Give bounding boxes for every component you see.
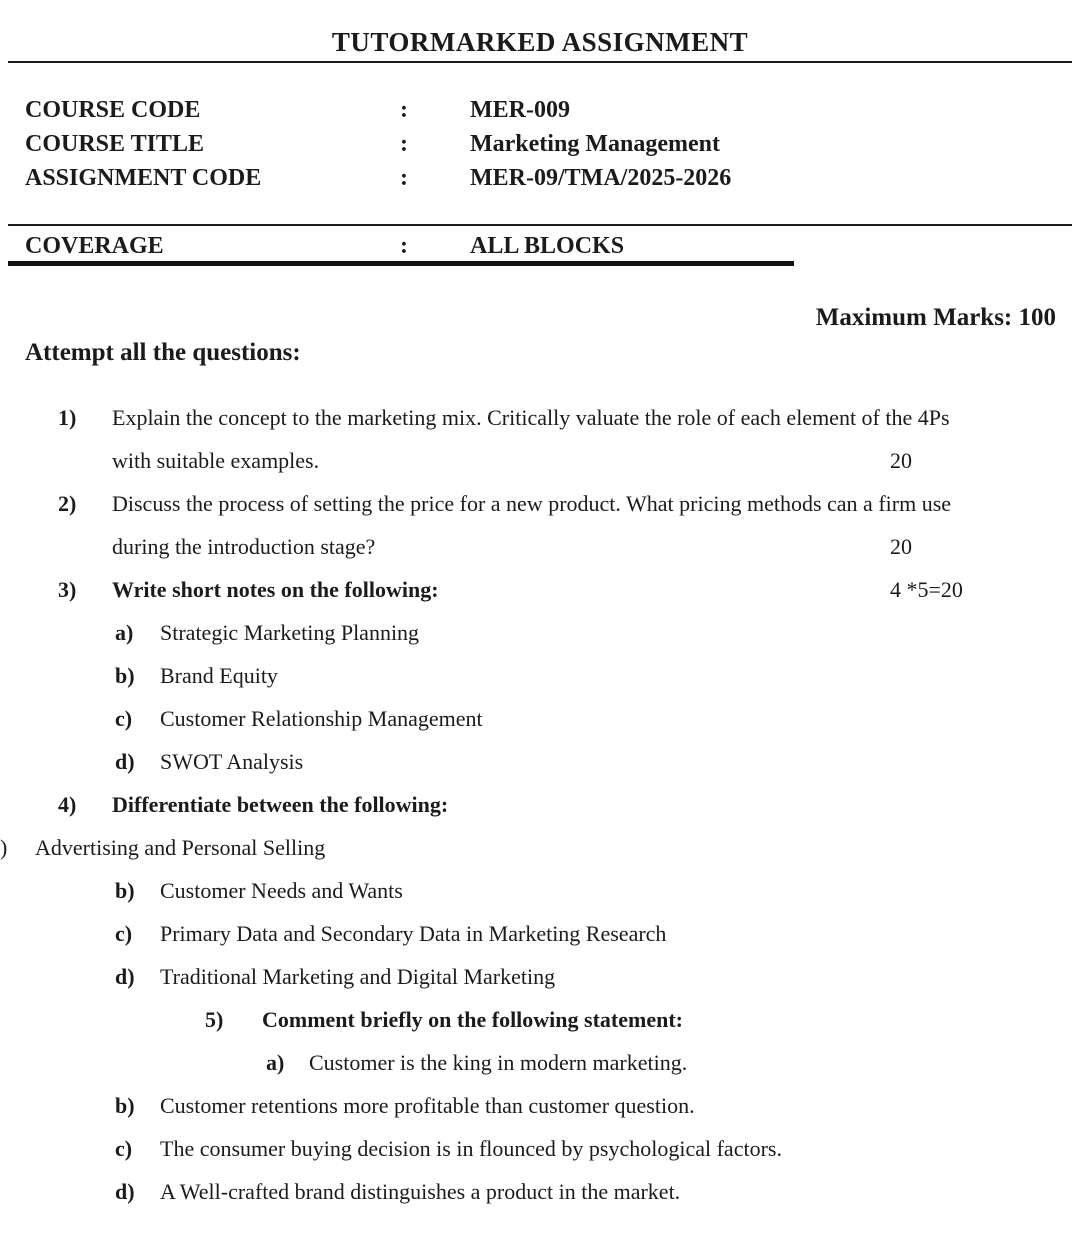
question-4-number: 4)	[58, 792, 77, 817]
colon-separator: :	[400, 97, 408, 123]
questions-list	[0, 396, 1080, 1213]
question-2-line-2	[0, 525, 1080, 568]
item-text: Brand Equity	[160, 663, 278, 688]
course-code-row	[25, 93, 731, 127]
item-text: A Well-crafted brand distinguishes a product in the market.	[160, 1179, 681, 1204]
item-text: Strategic Marketing Planning	[160, 620, 420, 645]
instruction-text: Attempt all the questions:	[25, 339, 301, 366]
document-title: TUTORMARKED ASSIGNMENT	[331, 27, 749, 57]
item-marker: a)	[115, 620, 134, 645]
item-marker-clipped: )	[0, 835, 8, 860]
coverage-top-rule	[8, 224, 1072, 226]
question-1-line-2	[0, 439, 1080, 482]
item-text: Customer is the king in modern marketing.	[309, 1050, 688, 1075]
item-text: The consumer buying decision is in flounced by psychological factors.	[160, 1136, 782, 1161]
question-2-number: 2)	[58, 491, 77, 516]
item-marker: d)	[115, 1179, 135, 1204]
item-text: SWOT Analysis	[160, 749, 304, 774]
question-2-line-1	[0, 482, 1080, 525]
coverage-underline-rule	[8, 261, 794, 266]
question-1-marks: 20	[890, 448, 912, 473]
question-4-heading	[0, 783, 1080, 826]
course-code-value: MER-009	[470, 97, 570, 123]
question-3-heading	[0, 568, 1080, 611]
course-meta-table	[25, 93, 731, 195]
course-title-label: COURSE TITLE	[25, 131, 204, 157]
question-2-text: Discuss the process of setting the price for a new product. What pricing methods can a firm use	[112, 491, 952, 516]
item-marker: c)	[115, 1136, 133, 1161]
question-3-number: 3)	[58, 577, 77, 602]
colon-separator: :	[400, 165, 408, 191]
item-text: Customer Relationship Management	[160, 706, 483, 731]
question-1-text: Explain the concept to the marketing mix. Critically valuate the role of each element of the 4Ps	[112, 405, 950, 430]
question-3-item-a	[0, 611, 1080, 654]
item-marker: c)	[115, 921, 133, 946]
question-1-text-cont: with suitable examples.	[112, 448, 320, 473]
question-4-item-a	[0, 826, 1080, 869]
question-3-item-b	[0, 654, 1080, 697]
colon-separator: :	[400, 233, 408, 259]
question-3-item-d	[0, 740, 1080, 783]
question-5-text: Comment briefly on the following statement:	[262, 1007, 683, 1032]
item-marker: a)	[266, 1050, 285, 1075]
question-1-number: 1)	[58, 405, 77, 430]
question-1-line-1	[0, 396, 1080, 439]
assignment-code-label: ASSIGNMENT CODE	[25, 165, 262, 191]
course-code-label: COURSE CODE	[25, 97, 201, 123]
question-3-marks: 4 *5=20	[890, 577, 963, 602]
maximum-marks: Maximum Marks: 100	[815, 304, 1056, 331]
question-3-item-c	[0, 697, 1080, 740]
item-marker: c)	[115, 706, 133, 731]
title-rule	[8, 61, 1072, 63]
item-marker: b)	[115, 663, 135, 688]
item-text: Customer retentions more profitable than customer question.	[160, 1093, 695, 1118]
question-4-text: Differentiate between the following:	[112, 792, 449, 817]
item-marker: d)	[115, 749, 135, 774]
question-5-item-c	[0, 1127, 1080, 1170]
question-5-item-a	[0, 1041, 1080, 1084]
question-4-item-b	[0, 869, 1080, 912]
item-text: Primary Data and Secondary Data in Marketing Research	[160, 921, 667, 946]
question-5-item-b	[0, 1084, 1080, 1127]
course-title-row	[25, 127, 731, 161]
item-text: Advertising and Personal Selling	[35, 835, 326, 860]
question-5-item-d	[0, 1170, 1080, 1213]
question-5-heading	[0, 998, 1080, 1041]
item-marker: d)	[115, 964, 135, 989]
coverage-row	[25, 231, 624, 261]
question-4-item-d	[0, 955, 1080, 998]
item-text: Traditional Marketing and Digital Marketing	[160, 964, 556, 989]
coverage-value: ALL BLOCKS	[470, 233, 625, 259]
question-2-marks: 20	[890, 534, 912, 559]
question-5-number: 5)	[205, 1007, 224, 1032]
coverage-label: COVERAGE	[25, 233, 164, 259]
course-title-value: Marketing Management	[470, 131, 720, 157]
assignment-code-value: MER-09/TMA/2025-2026	[470, 165, 732, 191]
question-2-text-cont: during the introduction stage?	[112, 534, 376, 559]
question-4-item-c	[0, 912, 1080, 955]
colon-separator: :	[400, 131, 408, 157]
item-marker: b)	[115, 878, 135, 903]
question-3-text: Write short notes on the following:	[112, 577, 439, 602]
item-marker: b)	[115, 1093, 135, 1118]
assignment-code-row	[25, 161, 731, 195]
item-text: Customer Needs and Wants	[160, 878, 403, 903]
